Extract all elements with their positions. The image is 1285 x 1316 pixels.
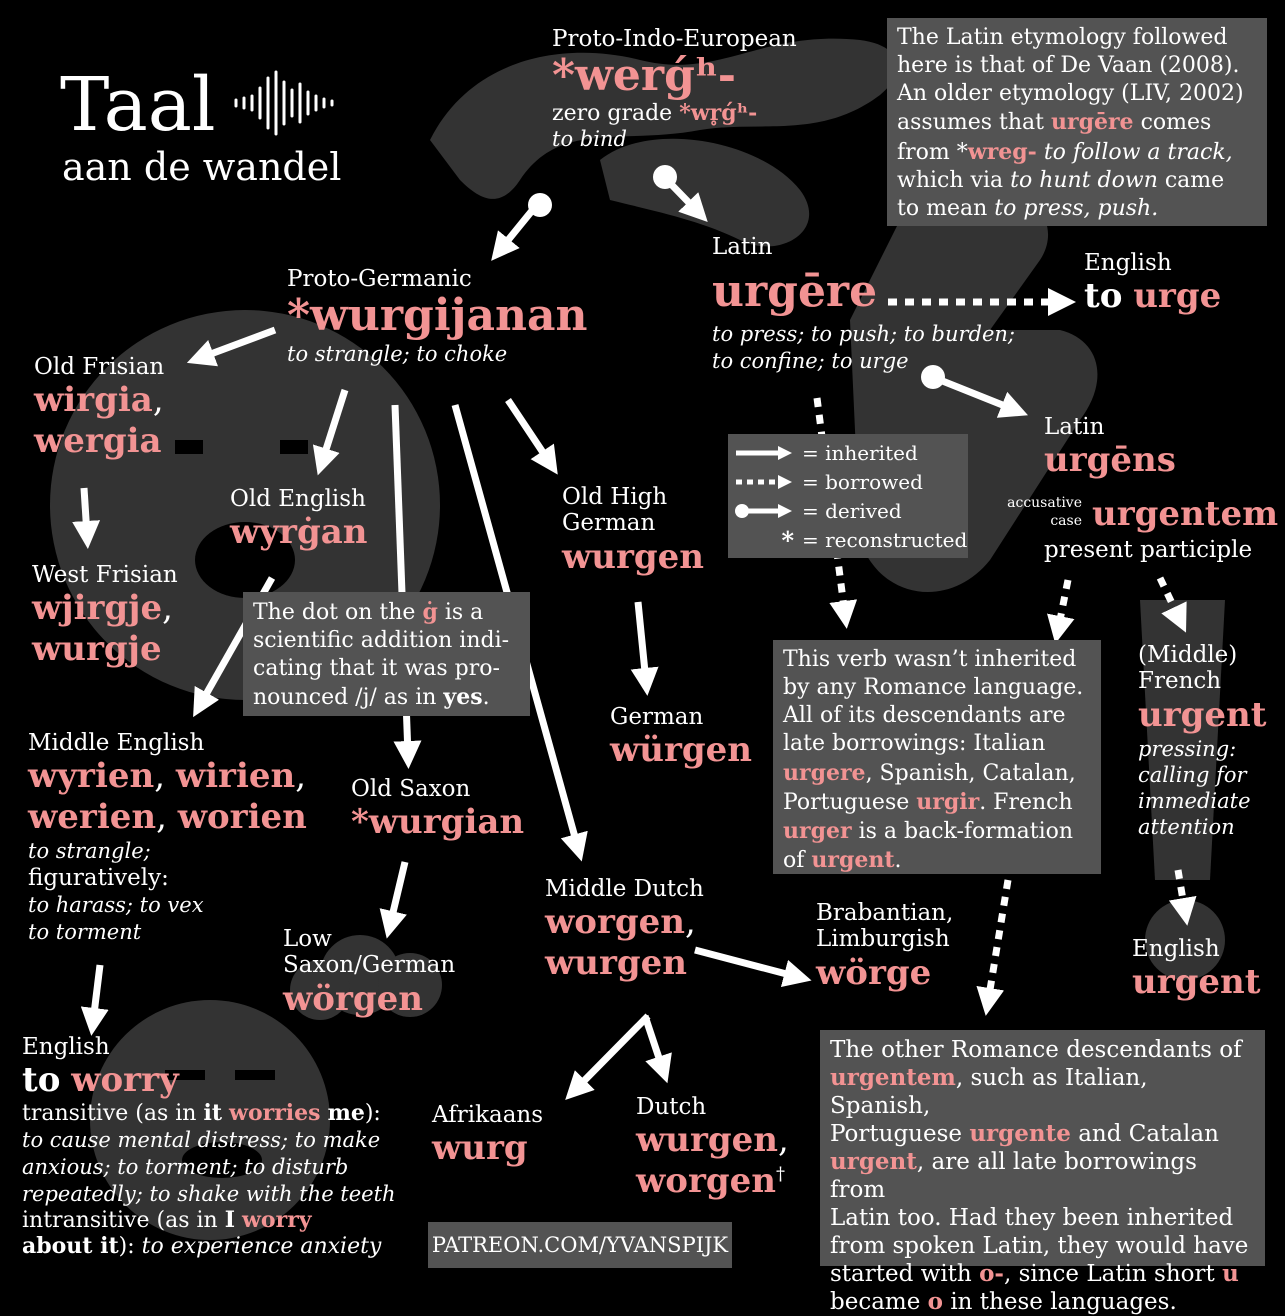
pie-root: *werǵʰ- <box>552 50 737 102</box>
latin-urgere-form: urgēre <box>712 266 878 318</box>
latin-urgens-node: Latin urgēns <box>1044 414 1176 481</box>
proto-germanic-node <box>287 266 587 368</box>
old-saxon-node: Old Saxon *wurgian <box>351 776 525 843</box>
brabantian-node: Brabantian, Limburgish wörge <box>816 900 954 993</box>
reconstructed-symbol: * <box>781 525 794 555</box>
pie-node <box>552 26 797 153</box>
borrowed-arrow-icon <box>728 472 798 492</box>
pie-zero-grade-form: *wr̥ǵʰ- <box>679 99 758 126</box>
pie-zero-grade-label: zero grade <box>552 100 673 126</box>
proto-germanic-gloss: to strangle; to choke <box>287 341 508 366</box>
english-urgent-node: English urgent <box>1132 936 1261 1003</box>
note-other-romance: The other Romance descendants of urgentem, such as Italian, Spanish, Portuguese urgente and Catalan urgent, are all late borrowings from Latin too. Had they been inherited from spoken Latin, they would have started with o-, since Latin short u became o in these languages. <box>820 1030 1265 1266</box>
pie-label: Proto-Indo-European <box>552 26 797 52</box>
title-main: Taal <box>60 62 216 148</box>
present-participle-label: present participle <box>1044 537 1253 563</box>
old-frisian-node: Old Frisian wirgia, wergia <box>34 354 165 462</box>
proto-germanic-form: *wurgijanan <box>287 290 588 342</box>
english-worry-node: English to worry transitive (as in it worries me): to cause mental distress; to make anxious; to torment; to disturb repeatedly; to shake with the teeth intransitive (as in I worry about it): to experience anxiety <box>22 1034 396 1259</box>
afrikaans-node: Afrikaans wurg <box>432 1102 544 1169</box>
note-latin-etymology: The Latin etymology followed here is that of De Vaan (2008). An older etymology (LIV, 2002) assumes that urgēre comes from *wreg- to follow a track, which via to hunt down came to mean to press, push. <box>887 18 1267 226</box>
english-urge-node: English to urge <box>1084 250 1222 317</box>
middle-english-node: Middle English wyrien, wirien, werien, worien to strangle; figuratively: to harass; to vex to torment <box>28 730 307 945</box>
pie-gloss: to bind <box>552 127 627 152</box>
german-node: German würgen <box>610 704 753 771</box>
low-saxon-node: Low Saxon/German wörgen <box>283 926 456 1019</box>
patreon-link[interactable]: PATREON.COM/YVANSPIJK <box>428 1222 732 1268</box>
dutch-node: Dutch wurgen, worgen† <box>636 1094 789 1202</box>
note-dot-on-g: The dot on the ġ is a scientific addition indi- cating that it was pro- nounced /j/ as in yes. <box>243 592 530 716</box>
inherited-arrow-icon <box>728 443 798 463</box>
old-high-german-node: Old High German wurgen <box>562 484 705 577</box>
note-romance-borrowings: This verb wasn’t inherited by any Romance language. All of its descendants are late borrowings: Italian urgere, Spanish, Catalan, Portuguese urgir. French urger is a back-formation of urgent. <box>773 640 1101 874</box>
latin-urgere-node: Latin urgēre to press; to push; to burden; to confine; to urge <box>712 234 1015 374</box>
title-sub: aan de wandel <box>62 145 342 189</box>
latin-urgentem: urgentem <box>1092 494 1279 534</box>
old-english-node: Old English wyrġan <box>230 486 368 553</box>
soundwave-icon <box>232 70 337 136</box>
west-frisian-node: West Frisian wjirgje, wurgje <box>32 562 178 670</box>
derived-arrow-icon <box>728 501 798 521</box>
proto-germanic-label: Proto-Germanic <box>287 266 472 292</box>
latin-urgere-label: Latin <box>712 234 773 260</box>
accusative-label: accusative case <box>1007 495 1082 530</box>
legend: = inherited = borrowed = derived * = reconstructed <box>728 434 968 558</box>
middle-french-node: (Middle) French urgent pressing: calling for immediate attention <box>1138 642 1267 840</box>
middle-dutch-node: Middle Dutch worgen, wurgen <box>545 876 704 984</box>
site-title <box>60 62 216 148</box>
